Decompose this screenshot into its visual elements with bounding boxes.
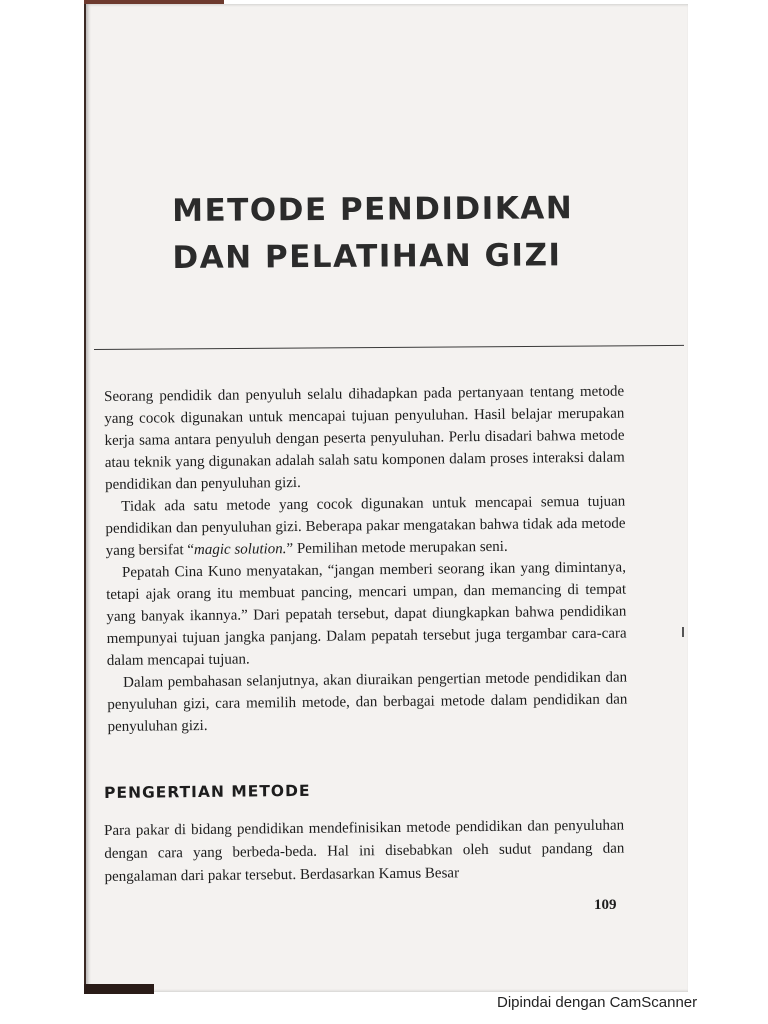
section-paragraph: Para pakar di bidang pendidikan mendefinisikan metode pendidikan dan penyuluhan dengan cara yang berbeda-beda. Hal ini disebabkan oleh sudut pandang dan pengalaman dari pakar tersebut. Berdasarkan Kamus Besar [104,817,625,885]
chapter-title-line-1: METODE PENDIDIKAN [172,190,574,229]
book-page [84,4,688,992]
scanner-watermark: Dipindai dengan CamScanner [497,994,698,1011]
paragraph-2: Tidak ada satu metode yang cocok digunakan untuk mencapai semua tujuan pendidikan dan penyuluhan gizi. Beberapa pakar mengatakan bahwa tidak ada metode yang bersifat “magic solution.” Pemilihan metode merupakan seni. [105,493,626,559]
section-heading: PENGERTIAN METODE [104,781,311,802]
chapter-title [172,185,653,282]
paragraph-4: Dalam pembahasan selanjutnya, akan diuraikan pengertian metode pendidikan dan penyuluhan gizi, cara memilih metode, dan berbagai metode dalam pendidikan dan penyuluhan gizi. [107,669,628,735]
chapter-divider-rule [94,345,684,350]
paragraph-1: Seorang pendidik dan penyuluh selalu dihadapkan pada pertanyaan tentang metode yang cocok digunakan untuk mencapai tujuan penyuluhan. Hasil belajar merupakan kerja sama antara penyuluh dengan peserta penyuluhan. Perlu disadari bahwa metode atau teknik yang digunakan adalah salah satu komponen dalam proses interaksi dalam pendidikan dan penyuluhan gizi. [104,383,625,493]
page-number: 109 [594,897,617,913]
page-edge-mark [682,627,684,637]
page-corner-shadow [84,984,154,994]
chapter-title-line-2: DAN PELATIHAN GIZI [172,237,562,276]
chapter-intro-text [104,381,628,738]
emphasis-phrase: magic solution. [193,541,287,559]
paragraph-3: Pepatah Cina Kuno menyatakan, “jangan memberi seorang ikan yang dimintanya, tetapi ajak orang itu membuat pancing, mencari umpan, dan memancing di tempat yang banyak ikannya.” Dari pepatah tersebut, dapat diungkapkan bahwa pendidikan mempunyai tujuan jangka panjang. Dalam pepatah tersebut juga tergambar cara-cara dalam mencapai tujuan. [106,559,627,669]
